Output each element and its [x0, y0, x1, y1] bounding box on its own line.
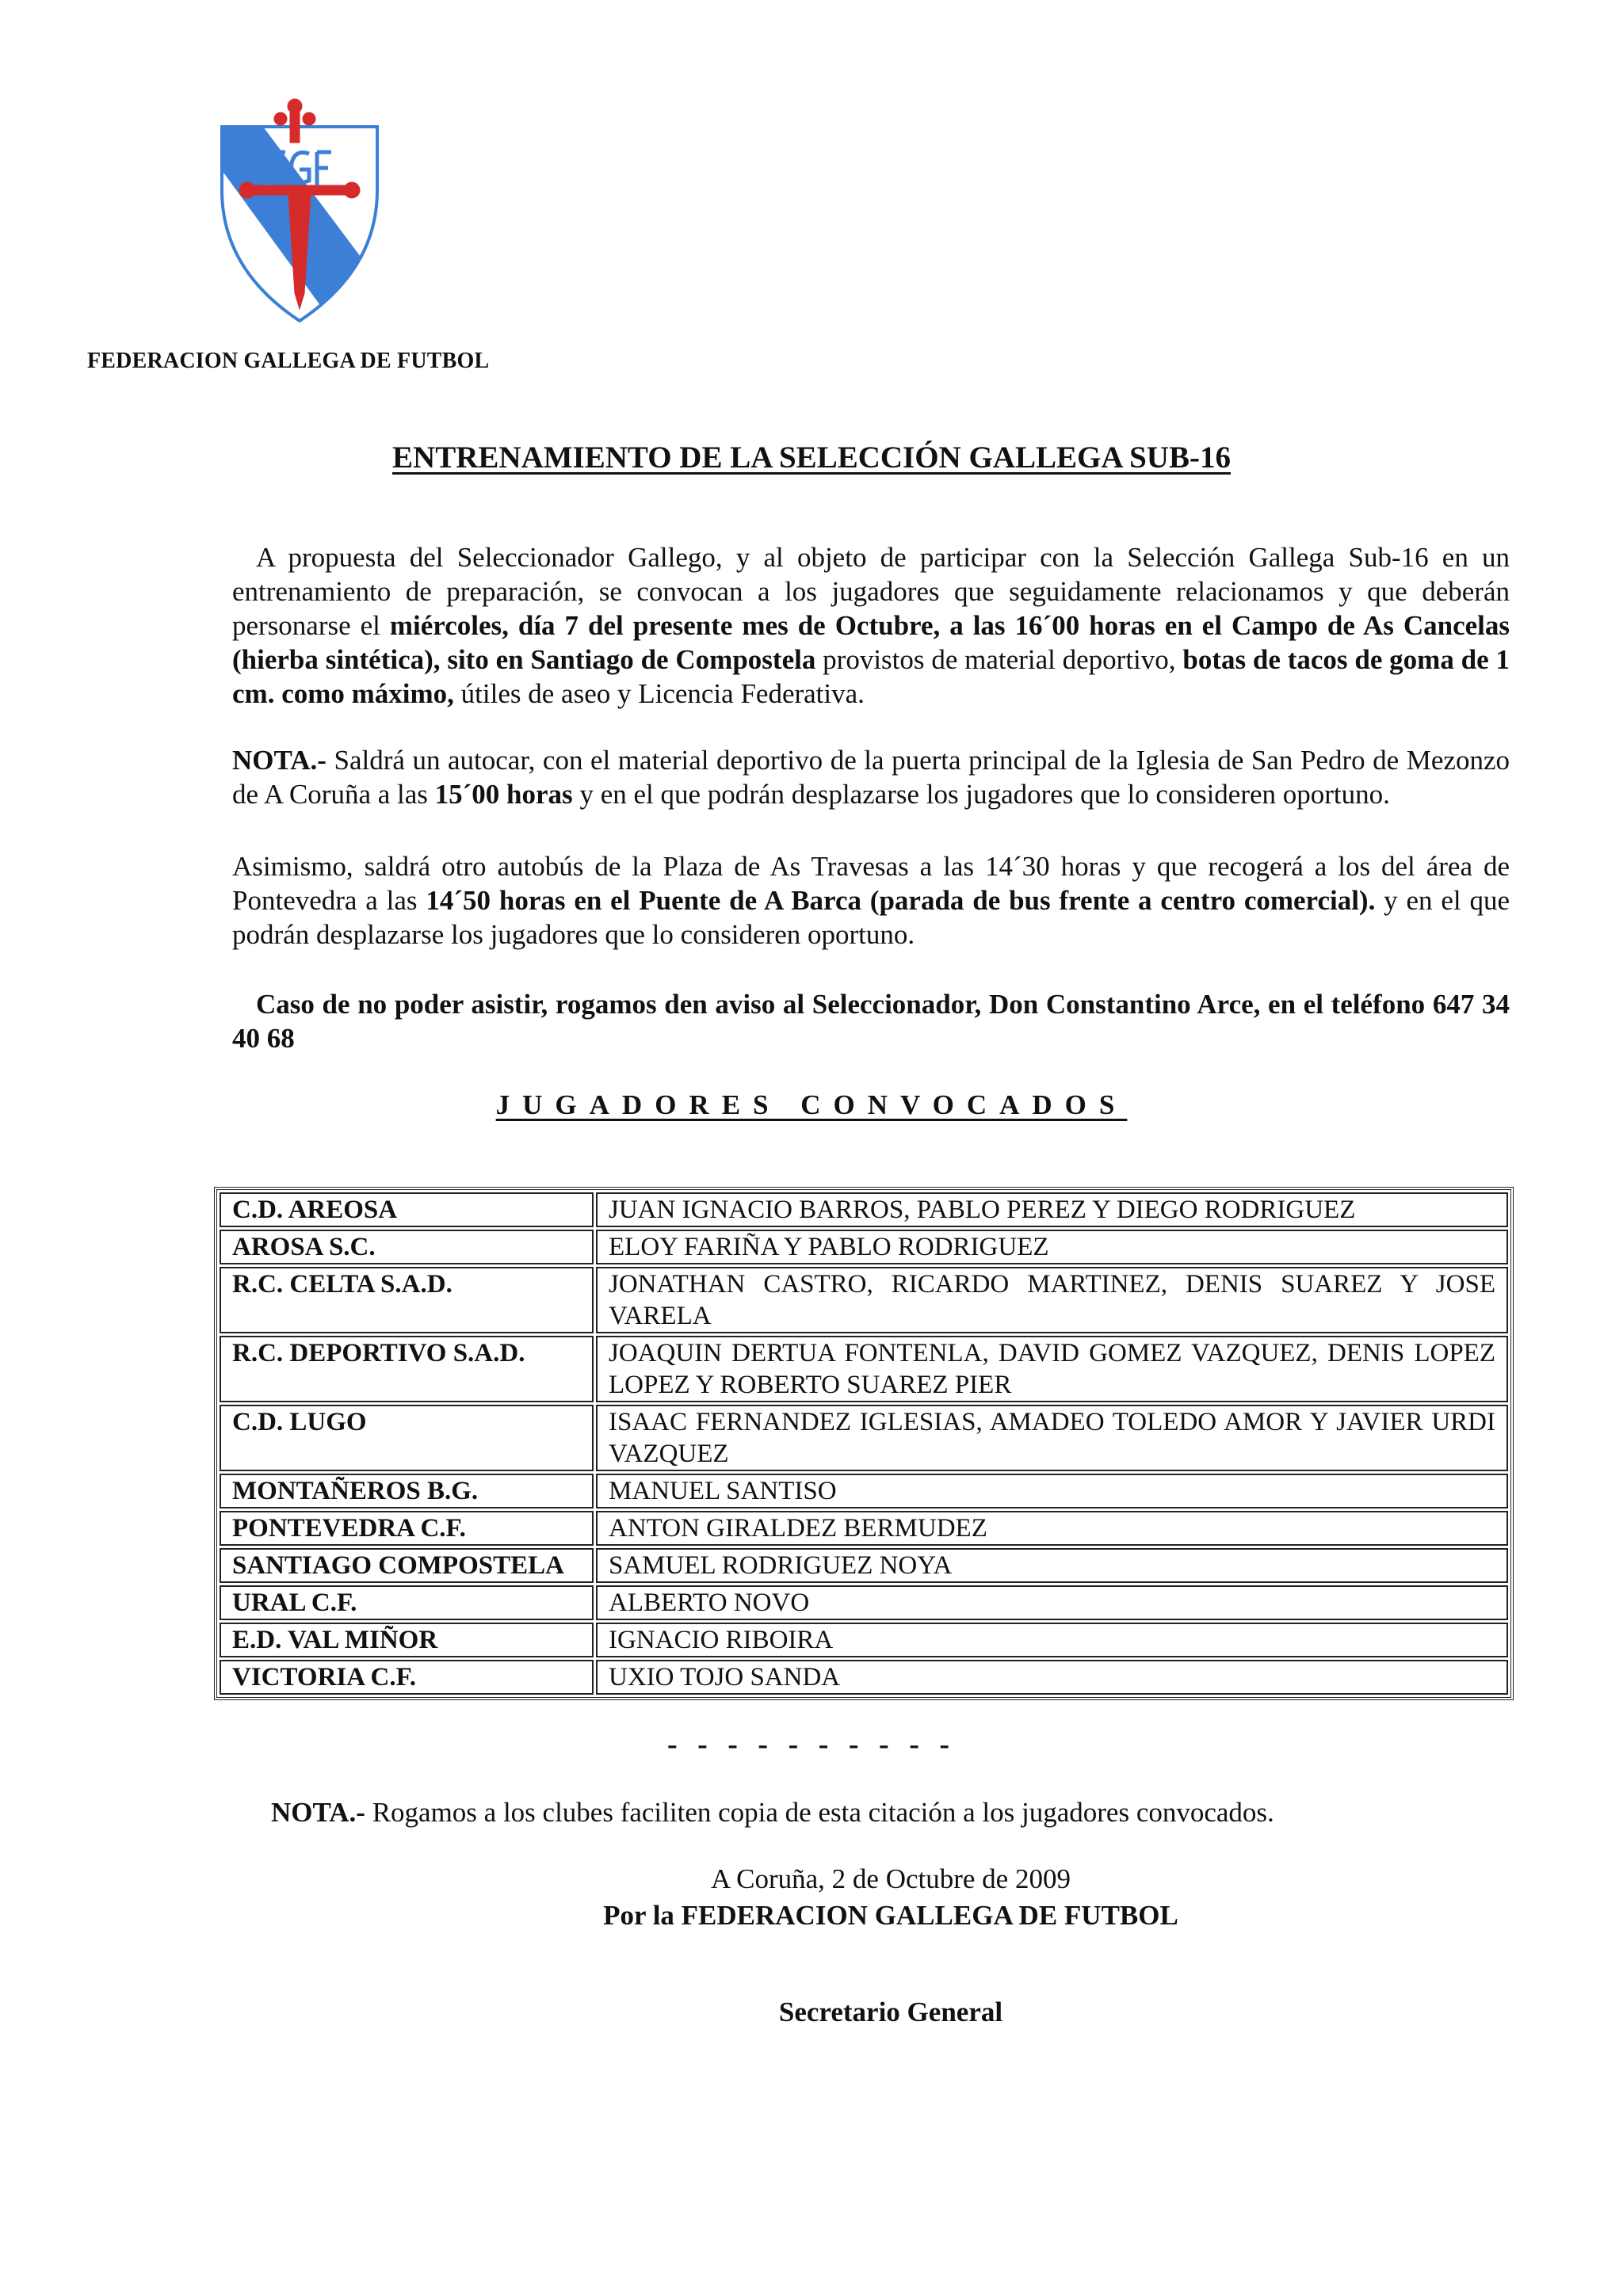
players-cell: JONATHAN CASTRO, RICARDO MARTINEZ, DENIS SUAREZ Y JOSE VARELA [596, 1267, 1508, 1333]
paragraph-text: Asimismo, saldrá otro autobús de la Plaza de As Travesas a las 14´30 horas y que recogerá a los del área de Pontevedra a las [232, 851, 1510, 916]
note-text: Rogamos a los clubes faciliten copia de esta citación a los jugadores convocados. [365, 1797, 1274, 1828]
contact-text: Caso de no poder asistir, rogamos den aviso al Seleccionador, Don Constantino Arce, en el teléfono 647 34 40 68 [232, 989, 1510, 1054]
players-cell: MANUEL SANTISO [596, 1474, 1508, 1508]
players-cell: ISAAC FERNANDEZ IGLESIAS, AMADEO TOLEDO AMOR Y JAVIER URDI VAZQUEZ [596, 1405, 1508, 1471]
contact-paragraph [232, 987, 1510, 1055]
paragraph-text: A propuesta del Seleccionador Gallego, y al objeto de participar con la Selección Gallega Sub-16 en un entrenamiento de preparación, se convocan a los jugadores que seguidamente relacionamos y que deberán personarse el [232, 542, 1510, 641]
table-row [220, 1230, 1508, 1264]
organization-header: FEDERACION GALLEGA DE FUTBOL [87, 349, 490, 373]
paragraph-text: y en el que podrán desplazarse los jugadores que lo consideren oportuno. [232, 885, 1510, 950]
document-title: ENTRENAMIENTO DE LA SELECCIÓN GALLEGA SUB-16 [392, 441, 1231, 475]
paragraph-text: Saldrá un autocar, con el material deportivo de la puerta principal de la Iglesia de San Pedro de Mezonzo de A Coruña a las [232, 745, 1510, 810]
signoff: Por la FEDERACION GALLEGA DE FUTBOL [603, 1900, 1178, 1931]
separator: - - - - - - - - - - [666, 1728, 957, 1761]
table-row [220, 1585, 1508, 1620]
note-label: NOTA.- [271, 1797, 365, 1828]
club-cell: C.D. AREOSA [220, 1192, 594, 1227]
paragraph-bold-text: botas de tacos de goma de 1 cm. como máximo, [232, 644, 1510, 709]
table-row [220, 1336, 1508, 1402]
paragraph-text: provistos de material deportivo, [815, 644, 1183, 675]
paragraph-text: útiles de aseo y Licencia Federativa. [453, 678, 865, 709]
place-date: A Coruña, 2 de Octubre de 2009 [711, 1863, 1071, 1894]
paragraph-text: y en el que podrán desplazarse los jugadores que lo consideren oportuno. [572, 779, 1390, 810]
club-cell: URAL C.F. [220, 1585, 594, 1620]
section-title: JUGADORES CONVOCADOS [495, 1089, 1128, 1120]
table-row [220, 1267, 1508, 1333]
players-cell: IGNACIO RIBOIRA [596, 1623, 1508, 1657]
players-cell: JUAN IGNACIO BARROS, PABLO PEREZ Y DIEGO RODRIGUEZ [596, 1192, 1508, 1227]
paragraph-bold-text: miércoles, día 7 del presente mes de Octubre, a las 16´00 horas en el Campo de As Cancelas (hierba sintética), sito en Santiago de Compostela [232, 610, 1510, 675]
club-cell: R.C. CELTA S.A.D. [220, 1267, 594, 1333]
table-row [220, 1660, 1508, 1695]
table-row [220, 1548, 1508, 1583]
table-row [220, 1405, 1508, 1471]
club-cell: C.D. LUGO [220, 1405, 594, 1471]
club-cell: E.D. VAL MIÑOR [220, 1623, 594, 1657]
players-cell: UXIO TOJO SANDA [596, 1660, 1508, 1695]
signer-title: Secretario General [778, 1997, 1003, 2027]
bus-note-paragraph [232, 743, 1510, 811]
table-row [220, 1192, 1508, 1227]
note-label: NOTA.- [232, 745, 327, 776]
table-row [220, 1623, 1508, 1657]
club-cell: AROSA S.C. [220, 1230, 594, 1264]
convocation-paragraph [232, 540, 1510, 711]
fgf-logo [216, 95, 384, 325]
final-note [271, 1797, 1274, 1829]
table-row [220, 1511, 1508, 1546]
paragraph-bold-text: 14´50 horas en el Puente de A Barca (parada de bus frente a centro comercial). [426, 885, 1376, 916]
club-cell: R.C. DEPORTIVO S.A.D. [220, 1336, 594, 1402]
players-cell: SAMUEL RODRIGUEZ NOYA [596, 1548, 1508, 1583]
paragraph-bold-text: 15´00 horas [434, 779, 573, 810]
table-row [220, 1474, 1508, 1508]
club-cell: PONTEVEDRA C.F. [220, 1511, 594, 1546]
players-cell: ANTON GIRALDEZ BERMUDEZ [596, 1511, 1508, 1546]
club-cell: SANTIAGO COMPOSTELA [220, 1548, 594, 1583]
second-bus-paragraph [232, 849, 1510, 952]
players-cell: ALBERTO NOVO [596, 1585, 1508, 1620]
players-cell: ELOY FARIÑA Y PABLO RODRIGUEZ [596, 1230, 1508, 1264]
players-table [214, 1187, 1514, 1700]
club-cell: VICTORIA C.F. [220, 1660, 594, 1695]
players-cell: JOAQUIN DERTUA FONTENLA, DAVID GOMEZ VAZQUEZ, DENIS LOPEZ LOPEZ Y ROBERTO SUAREZ PIER [596, 1336, 1508, 1402]
club-cell: MONTAÑEROS B.G. [220, 1474, 594, 1508]
